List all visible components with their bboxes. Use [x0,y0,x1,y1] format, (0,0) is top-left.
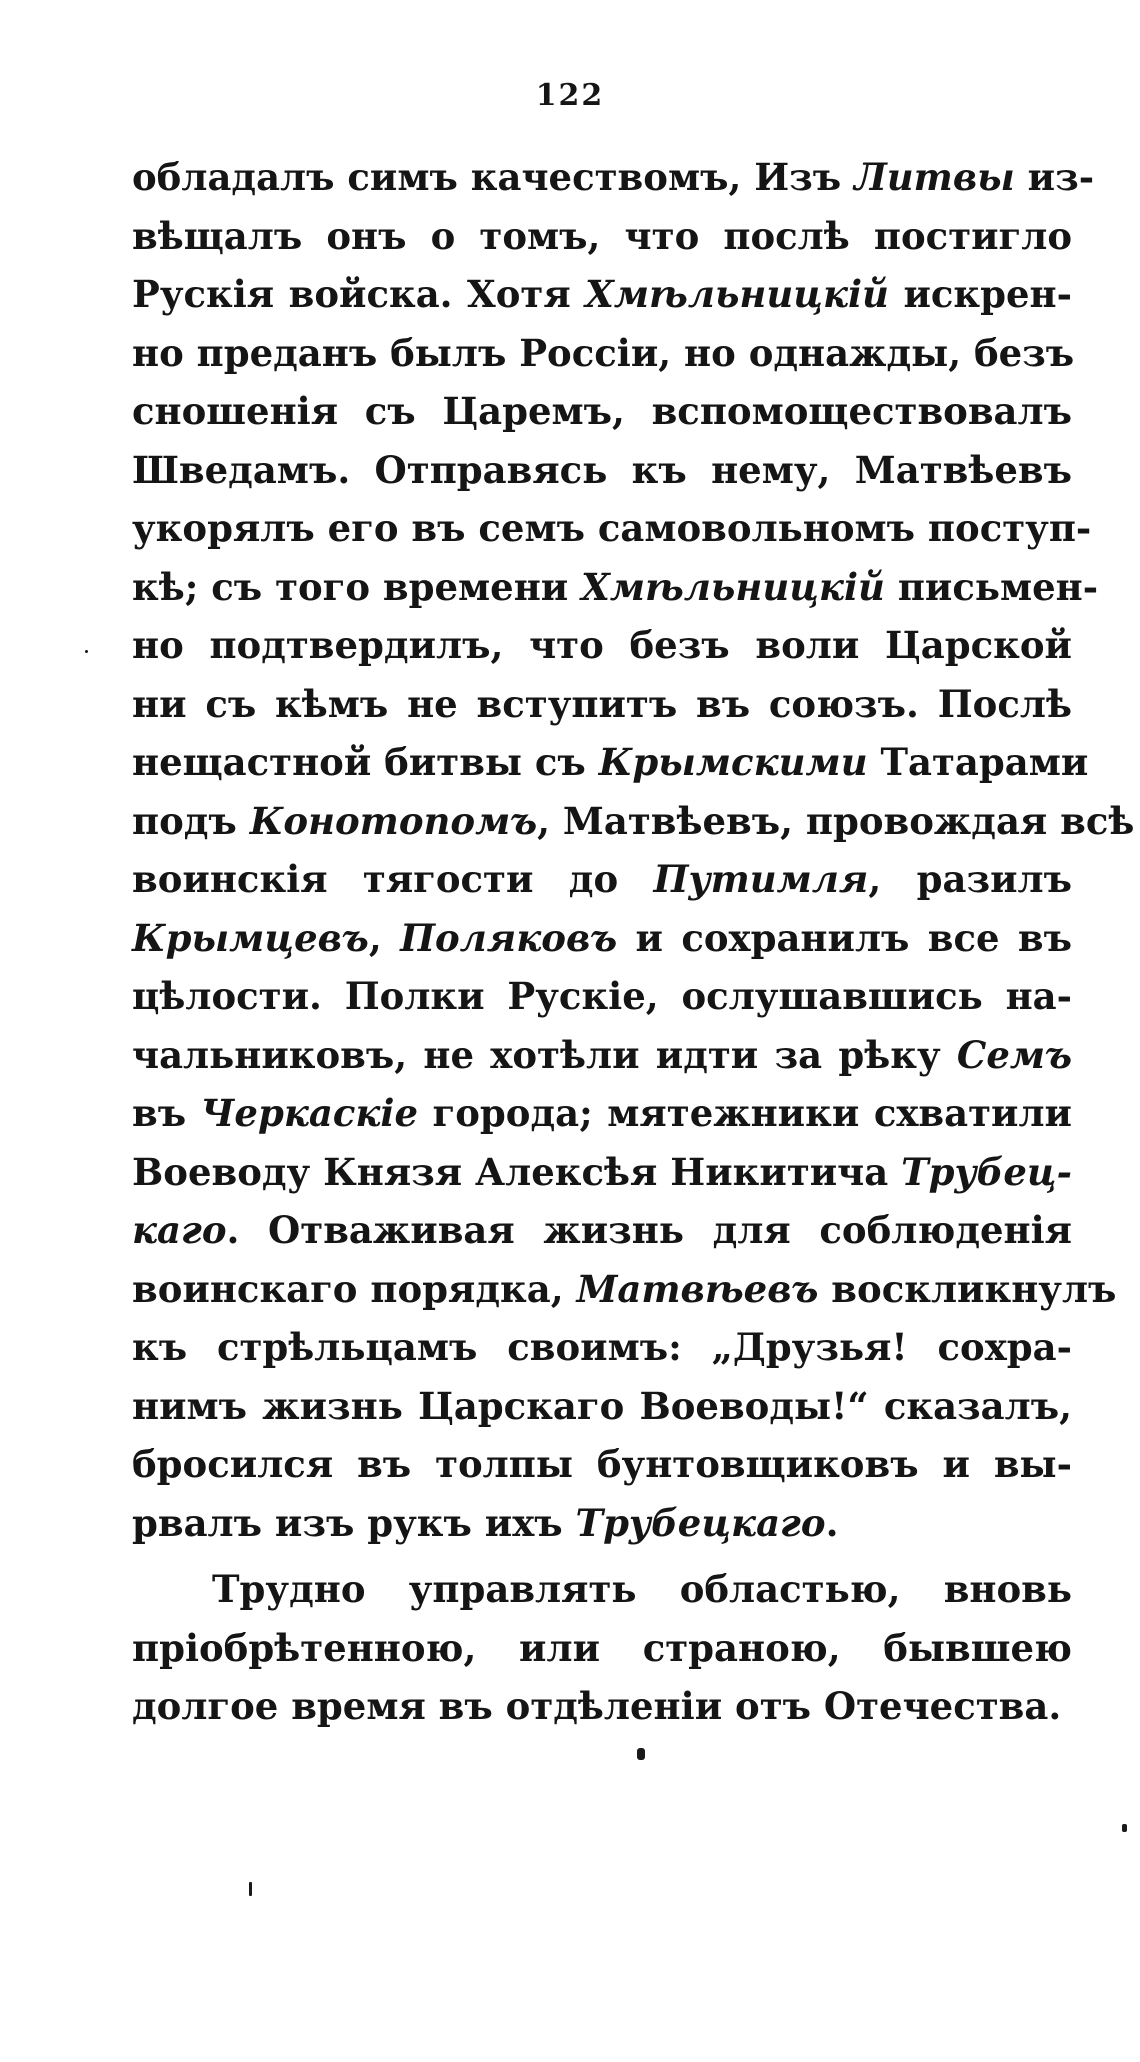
text-line [132,1084,1072,1143]
italic-segment: Хмѣльницкій [581,564,885,609]
text-segment: из- [1014,155,1095,199]
ink-speck [249,1882,252,1896]
text-segment: долгое время въ отдѣленіи отъ Отечества. [132,1684,1062,1728]
text-segment: бросился въ толпы бунтовщиковъ и вы- [132,1442,1072,1486]
text-segment: города; мятежники схватили [418,1091,1072,1135]
text-line [132,792,1135,851]
text-segment: , разилъ [868,857,1072,901]
text-segment: письмен- [884,564,1099,609]
italic-segment: Крымцевъ [132,915,369,960]
text-line [132,1377,1072,1436]
text-line [132,1435,1072,1494]
text-line [132,1260,1117,1319]
text-line [132,441,1072,500]
text-segment: но подтвердилъ, что безъ воли Царской [132,623,1072,667]
text-line [132,1677,1072,1736]
text-segment: . [825,1500,839,1545]
text-segment: воинскія тягости до [132,857,654,901]
italic-segment: Путимля [653,857,869,901]
italic-segment: Матвѣевъ [576,1266,819,1311]
text-line [132,733,1089,792]
text-segment: обладалъ симъ качествомъ, Изъ [132,155,855,199]
text-segment: , [368,915,401,960]
text-segment: вѣщалъ онъ о томъ, что послѣ постигло [132,213,1072,258]
text-line [132,324,1075,383]
italic-segment: Литвы [854,155,1015,199]
text-line [132,207,1072,266]
paragraph [132,1560,1072,1736]
text-line [132,382,1072,441]
text-line [132,1494,1072,1553]
text-line [132,909,1072,968]
text-line [132,148,1095,207]
text-segment: , Матвѣевъ, провождая всѣ [537,798,1135,843]
text-segment: ни съ кѣмъ не вступитъ въ союзъ. Послѣ [132,681,1072,726]
ink-speck [85,650,88,653]
text-line [132,1143,1072,1202]
text-segment: воинскаго порядка, [132,1266,577,1311]
italic-segment: Трубецкаго [575,1500,826,1545]
text-segment: укорялъ его въ семъ самовольномъ поступ- [132,506,1092,550]
text-line [132,1560,1072,1619]
text-segment: цѣлости. Полки Рускіе, ослушавшись на- [132,974,1072,1018]
italic-segment: Конотопомъ [249,798,538,843]
text-segment: чальниковъ, не хотѣли идти за рѣку [132,1032,957,1077]
text-segment: и сохранилъ все въ [617,915,1073,960]
text-segment: рвалъ изъ рукъ ихъ [132,1500,576,1545]
text-line [132,850,1072,909]
text-line [132,558,1099,617]
text-segment: воскликнулъ [818,1266,1117,1311]
text-segment: къ стрѣльцамъ своимъ: „Друзья! сохра- [132,1325,1072,1369]
text-segment: Шведамъ. Отправясь къ нему, Матвѣевъ [132,447,1072,492]
text-segment: Рускія войска. Хотя [132,272,586,316]
text-segment: нимъ жизнь Царскаго Воеводы!“ сказалъ, [132,1383,1072,1428]
italic-segment: Крымскими [598,740,868,784]
text-line [132,499,1092,558]
text-line [132,675,1072,734]
italic-segment: каго [132,1208,227,1252]
text-segment: пріобрѣтенною, или страною, бывшею [132,1625,1072,1670]
text-segment: въ [132,1091,201,1135]
text-segment: нещастной битвы съ [132,740,599,784]
text-line [132,1619,1072,1678]
italic-segment: Семъ [956,1032,1072,1077]
text-line [132,967,1072,1026]
text-segment: сношенія съ Царемъ, вспомоществовалъ [132,389,1072,433]
text-segment: но преданъ былъ Россіи, но однажды, безъ [132,330,1075,375]
ink-speck [637,1748,645,1760]
text-line [132,1026,1072,1085]
text-segment: . Отваживая жизнь для соблюденія [226,1208,1072,1252]
italic-segment: Черкаскіе [200,1091,419,1135]
ink-speck [1122,1824,1127,1832]
text-line [132,616,1072,675]
text-segment: подъ [132,798,250,843]
text-line [132,1318,1072,1377]
italic-segment: Трубец- [901,1149,1072,1194]
italic-segment: Поляковъ [400,915,618,960]
italic-segment: Хмѣльницкій [585,272,889,316]
text-line [132,1201,1072,1260]
body-text [132,148,1135,1736]
text-line [132,265,1072,324]
text-segment: кѣ; съ того времени [132,564,582,609]
text-segment: Татарами [867,740,1089,784]
text-segment: Воеводу Князя Алексѣя Никитича [132,1149,902,1194]
page-number: 122 [535,78,605,113]
text-segment: искрен- [888,272,1072,316]
text-segment: Трудно управлять областью, вновь [212,1567,1072,1611]
paragraph [132,148,1135,1552]
